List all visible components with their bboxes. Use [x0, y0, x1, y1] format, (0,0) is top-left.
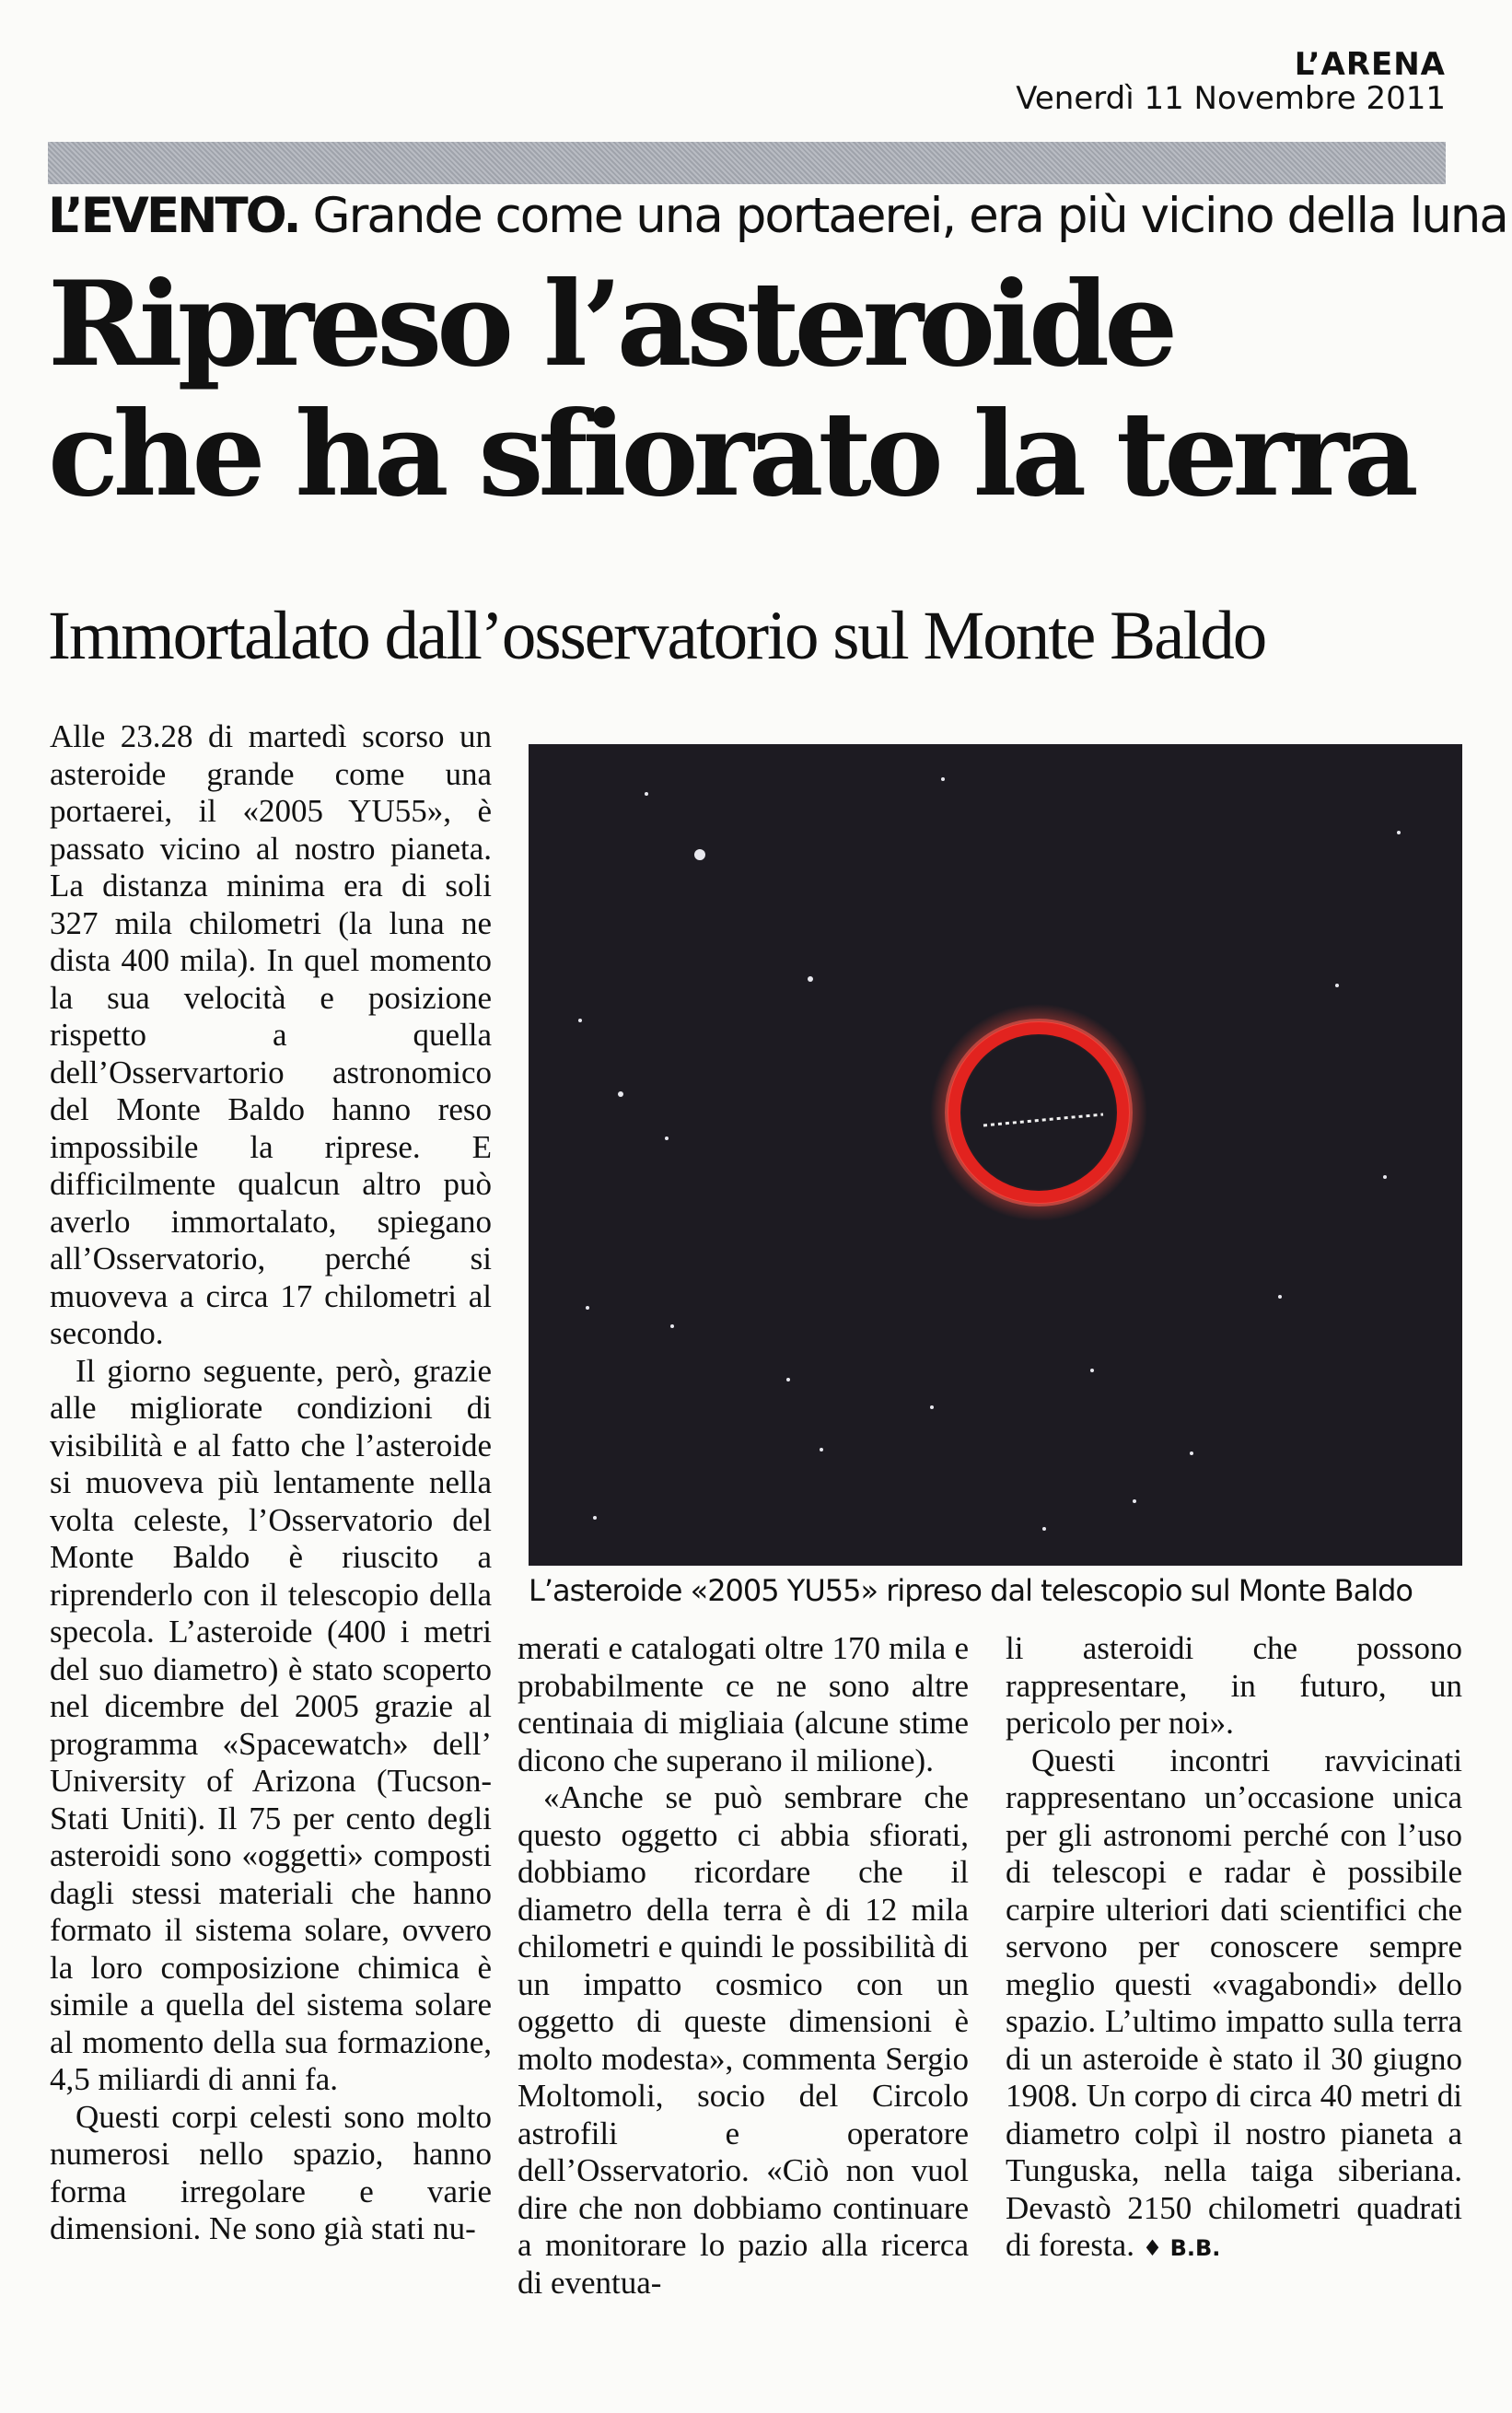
- headline-line-1: Ripreso l’asteroide: [48, 256, 1173, 392]
- article-column-1: [50, 718, 492, 2248]
- paragraph-text: Questi incontri ravvicinati rappresentano un’occasione unica per gli astronomi perché con l’uso di telescopi e radar è possibile carpire ulteriori dati scientifici che servono per conoscere sempre meglio questi «vagabondi» dello spazio. L’ultimo impatto sulla terra di un asteroide è stato il 30 giugno 1908. Un corpo di circa 40 metri di diametro colpì il nostro pianeta a Tunguska, nella taiga siberiana. Devastò 2150 chilometri quadrati di foresta.: [1006, 1742, 1462, 2263]
- paragraph: «Anche se può sembrare che questo oggetto ci abbia sfiorati, dobbiamo ricordare che il diametro della terra è di 12 mila chilometri e quindi le possibilità di un impatto cosmico con un oggetto di queste dimensioni è molto modesta», commenta Sergio Moltomoli, socio del Circolo astrofili e operatore dell’Osservatorio. «Ciò non vuol dire che non dobbiamo continuare a monitorare lo pazio alla ricerca di eventua-: [518, 1779, 969, 2301]
- publication-date: Venerdì 11 Novembre 2011: [1016, 79, 1446, 117]
- asteroid-photo-svg: [529, 744, 1462, 1566]
- header-band: [48, 142, 1446, 184]
- asteroid-photo: [529, 744, 1462, 1566]
- author-signature: ♦ B.B.: [1142, 2235, 1221, 2261]
- subheadline: Immortalato dall’osservatorio sul Monte Baldo: [48, 598, 1266, 674]
- headline: [48, 256, 1466, 523]
- kicker-text: Grande come una portaerei, era più vicino della luna: [298, 188, 1507, 244]
- article-column-2: [518, 1630, 969, 2302]
- kicker-label: L’EVENTO.: [48, 188, 299, 244]
- masthead: [1016, 48, 1446, 115]
- newspaper-name: L’ARENA: [1294, 46, 1446, 83]
- kicker: [48, 188, 1507, 244]
- paragraph: merati e catalogati oltre 170 mila e probabilmente ce ne sono altre centinaia di migliaia (alcune stime dicono che superano il milione).: [518, 1630, 969, 1778]
- paragraph: [1006, 1743, 1462, 2267]
- photo-caption: L’asteroide «2005 YU55» ripreso dal telescopio sul Monte Baldo: [529, 1573, 1413, 1608]
- paragraph: Alle 23.28 di martedì scorso un asteroide grande come una portaerei, il «2005 YU55», è passato vicino al nostro pianeta. La distanza minima era di soli 327 mila chilometri (la luna ne dista 400 mila). In quel momento la sua velocità e posizione rispetto a quella dell’Osservartorio astronomico del Monte Baldo hanno reso impossibile la riprese. E difficilmente qualcun altro può averlo immortalato, spiegano all’Osservatorio, perché si muoveva a circa 17 chilometri al secondo.: [50, 718, 492, 1351]
- article-column-3: [1006, 1630, 1462, 2267]
- paragraph: Questi corpi celesti sono molto numerosi nello spazio, hanno forma irregolare e varie dimensioni. Ne sono già stati nu-: [50, 2098, 492, 2246]
- paragraph: li asteroidi che possono rappresentare, in futuro, un pericolo per noi».: [1006, 1630, 1462, 1741]
- paragraph: Il giorno seguente, però, grazie alle migliorate condizioni di visibilità e al fatto che l’asteroide si muoveva più lentamente nella volta celeste, l’Osservatorio del Monte Baldo è riuscito a riprenderlo con il telescopio della specola. L’asteroide (400 i metri del suo diametro) è stato scoperto nel dicembre del 2005 grazie al programma «Spacewatch» dell’ University of Arizona (Tucson-Stati Uniti). Il 75 per cento degli asteroidi sono «oggetti» composti dagli stessi materiali che hanno formato il sistema solare, ovvero la loro composizione chimica è simile a quella del sistema solare al momento della sua formazione, 4,5 miliardi di anni fa.: [50, 1352, 492, 2097]
- headline-line-2: che ha sfiorato la terra: [48, 386, 1413, 523]
